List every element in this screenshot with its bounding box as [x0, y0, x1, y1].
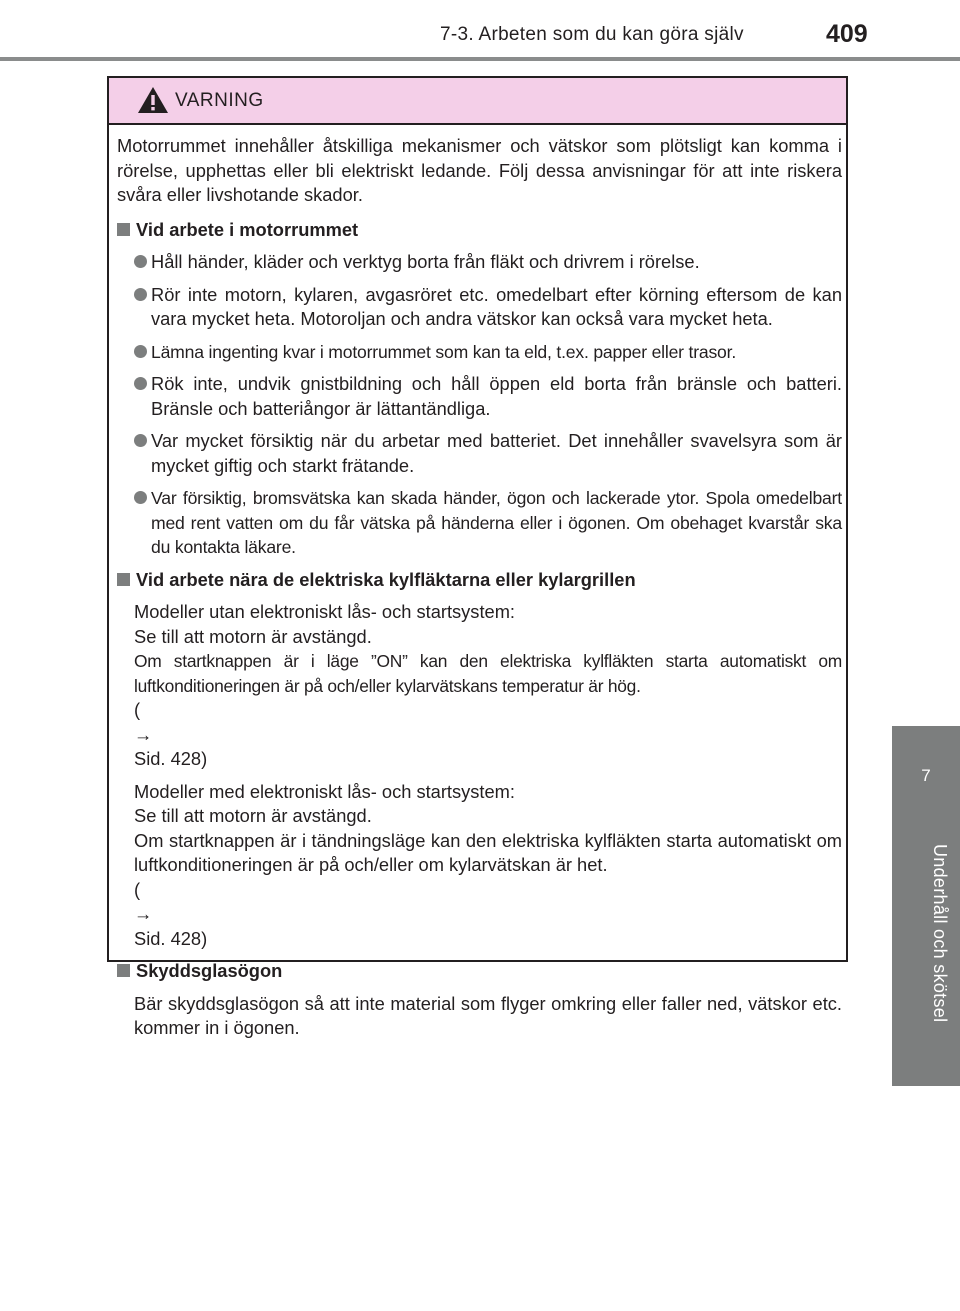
section-heading — [117, 959, 842, 984]
square-bullet-icon — [117, 964, 130, 977]
list-item — [117, 283, 842, 332]
reference-text: Sid. 428) — [134, 748, 208, 769]
circle-bullet-icon — [134, 491, 147, 504]
warning-content — [117, 134, 842, 1049]
paragraph — [117, 992, 842, 1041]
list-item-text: Var försiktig, bromsvätska kan skada händer, ögon och lackerade ytor. Spola omedelbart med rent vatten om du får vätska på händerna eller i ögonen. Om obehaget kvarstår ska du kontakta läkare. — [151, 488, 842, 557]
paragraph — [117, 600, 842, 772]
warning-triangle-icon — [137, 86, 169, 114]
section-heading — [117, 218, 842, 243]
square-bullet-icon — [117, 573, 130, 586]
list-item — [117, 486, 842, 560]
paragraph-line: Modeller utan elektroniskt lås- och startsystem: — [134, 601, 516, 622]
circle-bullet-icon — [134, 255, 147, 268]
arrow-right-icon: → — [134, 903, 153, 924]
chapter-label: Underhåll och skötsel — [930, 844, 950, 1023]
list-item — [117, 429, 842, 478]
circle-bullet-icon — [134, 434, 147, 447]
paragraph-line: Se till att motorn är avstängd. — [134, 625, 372, 647]
page-reference[interactable] — [134, 878, 842, 952]
circle-bullet-icon — [134, 288, 147, 301]
header-rule — [0, 57, 960, 61]
reference-paren: ( — [134, 878, 141, 900]
section-heading — [117, 568, 842, 593]
list-item-text: Lämna ingenting kvar i motorrummet som kan ta eld, t.ex. papper eller trasor. — [151, 341, 737, 362]
list-item-text: Var mycket försiktig när du arbetar med batteriet. Det innehåller svavelsyra som är mycket giftig och starkt frätande. — [151, 430, 842, 476]
square-bullet-icon — [117, 223, 130, 236]
page-header — [0, 0, 960, 62]
warning-box — [107, 76, 848, 1038]
paragraph-line: Om startknappen är i tändningsläge kan den elektriska kylfläkten starta automatiskt om luftkonditioneringen är på och/eller om kylarvätskan är het. — [134, 829, 842, 875]
reference-text: Sid. 428) — [134, 927, 208, 949]
chapter-title: 7-3. Arbeten som du kan göra själv — [440, 24, 744, 45]
list-item-text: Rök inte, undvik gnistbildning och håll öppen eld borta från bränsle och batteri. Bränsle och batteriångor är lättantändliga. — [151, 373, 842, 419]
reference-paren: ( — [134, 699, 141, 720]
paragraph-line: Se till att motorn är avstängd. — [134, 805, 372, 826]
list-item-text: Håll händer, kläder och verktyg borta från fläkt och drivrem i rörelse. — [151, 251, 700, 272]
list-item — [117, 250, 842, 275]
chapter-side-tab[interactable] — [892, 726, 960, 1086]
paragraph-line: Bär skyddsglasögon så att inte material som flyger omkring eller faller ned, vätskor etc. kommer in i ögonen. — [134, 992, 842, 1038]
warning-header — [109, 78, 846, 125]
section-heading-text: Skyddsglasögon — [136, 960, 283, 981]
list-item — [117, 340, 842, 365]
chapter-number: 7 — [921, 766, 931, 785]
section-heading-text: Vid arbete nära de elektriska kylfläktarna eller kylargrillen — [136, 568, 636, 590]
paragraph — [117, 780, 842, 952]
circle-bullet-icon — [134, 377, 147, 390]
page-reference[interactable] — [134, 698, 842, 772]
warning-title: VARNING — [175, 90, 264, 111]
list-item — [117, 372, 842, 421]
paragraph-line: Om startknappen är i läge ”ON” kan den elektriska kylfläkten starta automatiskt om luftkonditioneringen är på och/eller kylarvätskans temperatur är hög. — [134, 651, 842, 696]
circle-bullet-icon — [134, 345, 147, 358]
paragraph-line: Modeller med elektroniskt lås- och startsystem: — [134, 780, 515, 802]
page-number: 409 — [826, 20, 868, 48]
arrow-right-icon: → — [134, 723, 153, 745]
list-item-text: Rör inte motorn, kylaren, avgasröret etc. omedelbart efter körning eftersom de kan vara mycket heta. Motoroljan och andra vätskor kan också vara mycket heta. — [151, 283, 842, 329]
section-heading-text: Vid arbete i motorrummet — [136, 218, 359, 240]
warning-intro: Motorrummet innehåller åtskilliga mekanismer och vätskor som plötsligt kan komma i rörelse, upphettas eller bli elektriskt ledande. Följ dessa anvisningar för att inte riskera svåra eller livshotande skador. — [117, 135, 842, 205]
